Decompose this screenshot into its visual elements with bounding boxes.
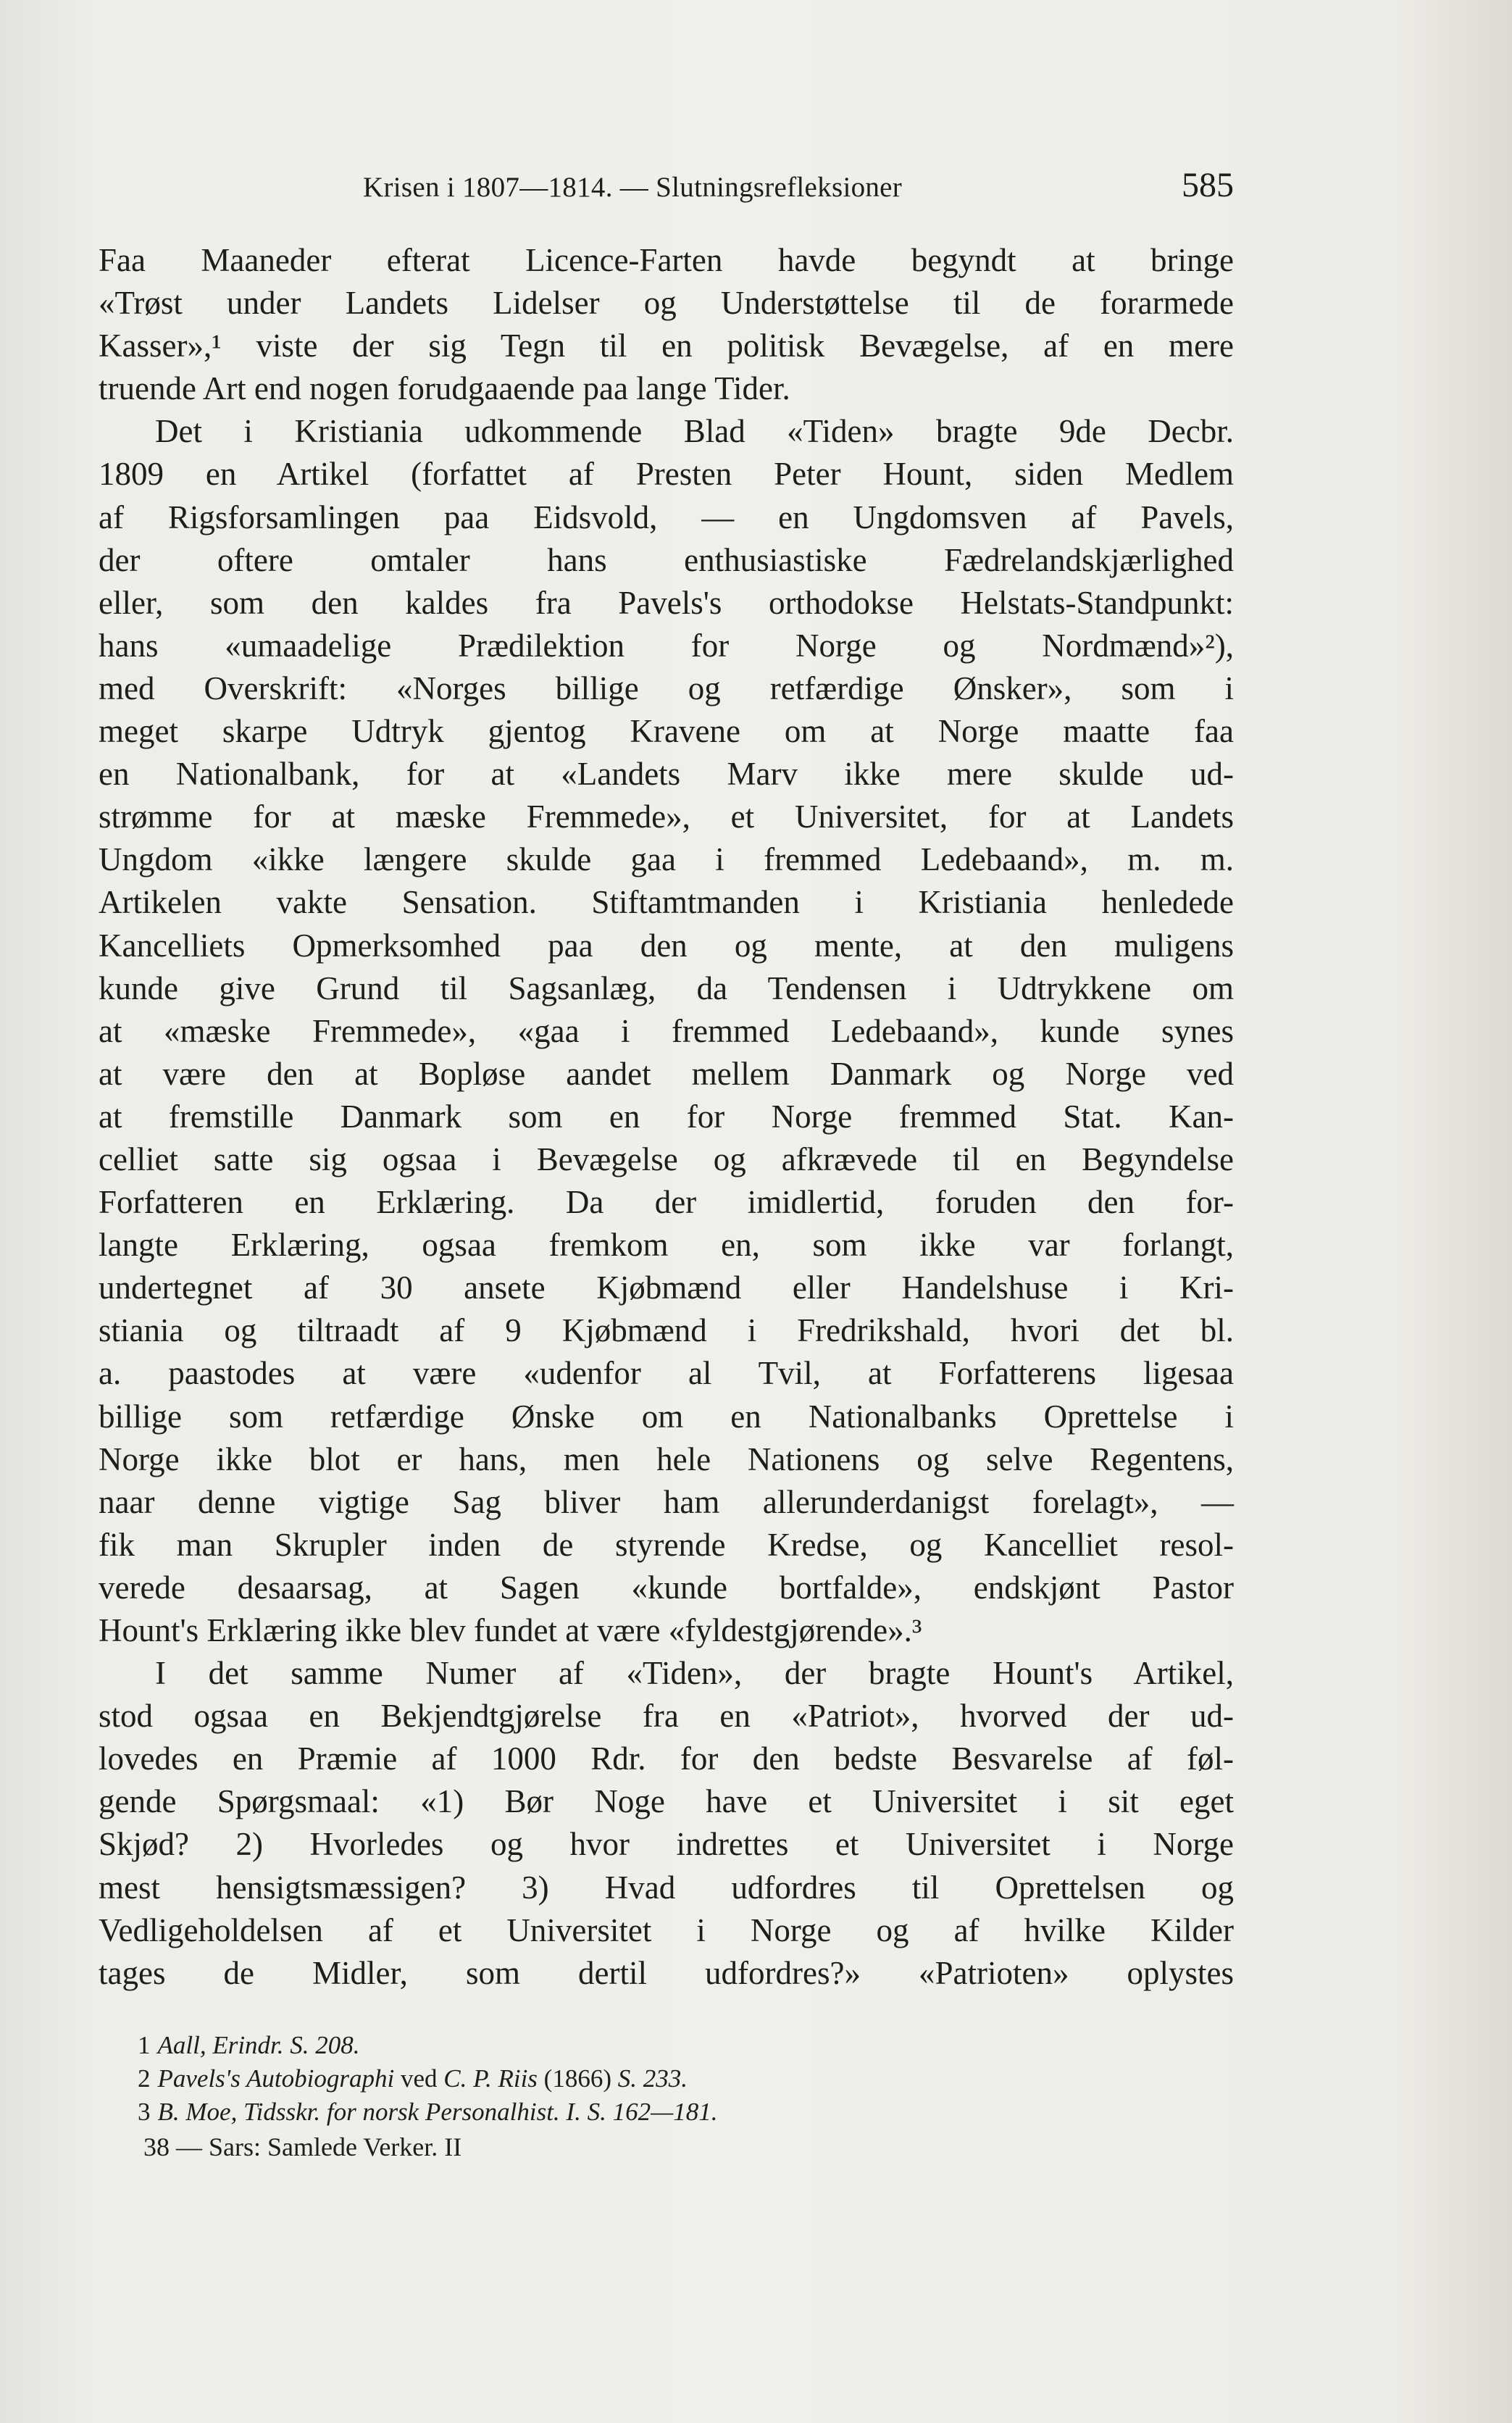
text-line: a. paastodes at være «udenfor al Tvil, at Forfatterens ligesaa xyxy=(99,1355,1234,1392)
footnotes xyxy=(138,2029,1224,2129)
text-line: af Rigsforsamlingen paa Eidsvold, — en Ungdomsven af Pavels, xyxy=(99,499,1234,535)
footnote-2 xyxy=(138,2062,1224,2095)
footnote-3 xyxy=(138,2095,1224,2129)
text-line: celliet satte sig ogsaa i Bevægelse og afkrævede til en Begyndelse xyxy=(99,1140,1234,1177)
printer-signature-mark: 38 — Sars: Samlede Verker. II xyxy=(143,2132,462,2161)
text-line: eller, som den kaldes fra Pavels's orthodokse Helstats-Standpunkt: xyxy=(99,584,1234,621)
text-line: strømme for at mæske Fremmede», et Universitet, for at Landets xyxy=(99,798,1234,835)
text-line: naar denne vigtige Sag bliver ham allerunderdanigst forelagt», — xyxy=(99,1483,1234,1520)
text-line: Kancelliets Opmerksomhed paa den og mente, at den muligens xyxy=(99,927,1234,964)
footnote-text: ved xyxy=(394,2064,444,2093)
text-line: truende Art end nogen forudgaaende paa lange Tider. xyxy=(99,370,790,407)
text-line: Det i Kristiania udkommende Blad «Tiden» bragte 9de Decbr. xyxy=(155,413,1234,450)
text-line: gende Spørgsmaal: «1) Bør Noge have et Universitet i sit eget xyxy=(99,1783,1234,1820)
footnote-number: 1 xyxy=(138,2031,151,2059)
text-line: at «mæske Fremmede», «gaa i fremmed Ledebaand», kunde synes xyxy=(99,1012,1234,1049)
text-line: hans «umaadelige Prædilektion for Norge og Nordmænd»²), xyxy=(99,627,1234,664)
footnote-text: B. Moe, Tidsskr. for norsk Personalhist. I. S. 162—181. xyxy=(157,2098,718,2126)
text-line: I det samme Numer af «Tiden», der bragte Hount's Artikel, xyxy=(155,1655,1234,1692)
page-number: 585 xyxy=(1182,166,1234,204)
text-line: meget skarpe Udtryk gjentog Kravene om at Norge maatte faa xyxy=(99,713,1234,750)
text-line: der oftere omtaler hans enthusiastiske Fædrelandskjærlighed xyxy=(99,541,1234,578)
text-line: billige som retfærdige Ønske om en Nationalbanks Oprettelse i xyxy=(99,1398,1234,1435)
text-line: med Overskrift: «Norges billige og retfærdige Ønsker», som i xyxy=(99,670,1234,706)
text-line: undertegnet af 30 ansete Kjøbmænd eller Handelshuse i Kri- xyxy=(99,1269,1234,1306)
footnote-text: C. P. Riis xyxy=(443,2064,538,2093)
text-line: «Trøst under Landets Lidelser og Understøttelse til de forarmede xyxy=(99,285,1234,322)
text-line: Skjød? 2) Hvorledes og hvor indrettes et Universitet i Norge xyxy=(99,1826,1234,1863)
text-line: kunde give Grund til Sagsanlæg, da Tendensen i Udtrykkene om xyxy=(99,969,1234,1006)
text-line: mest hensigtsmæssigen? 3) Hvad udfordres til Oprettelsen og xyxy=(99,1869,1234,1906)
text-line: at være den at Bopløse aandet mellem Danmark og Norge ved xyxy=(99,1055,1234,1092)
text-line: stiania og tiltraadt af 9 Kjøbmænd i Fredrikshald, hvori det bl. xyxy=(99,1312,1234,1349)
text-line: Norge ikke blot er hans, men hele Nationens og selve Regentens, xyxy=(99,1440,1234,1477)
text-line: lovedes en Præmie af 1000 Rdr. for den bedste Besvarelse af føl- xyxy=(99,1740,1234,1777)
footnote-text: (1866) xyxy=(537,2064,618,2093)
text-line: Hount's Erklæring ikke blev fundet at være «fyldestgjørende».³ xyxy=(99,1612,922,1648)
text-line: en Nationalbank, for at «Landets Marv ikke mere skulde ud- xyxy=(99,756,1234,793)
text-line: tages de Midler, som dertil udfordres?» «Patrioten» oplystes xyxy=(99,1954,1234,1991)
text-line: Kasser»,¹ viste der sig Tegn til en politisk Bevægelse, af en mere xyxy=(99,328,1234,364)
running-head: Krisen i 1807—1814. — Slutningsrefleksioner xyxy=(363,172,903,203)
page-header xyxy=(99,165,1234,216)
text-line: stod ogsaa en Bekjendtgjørelse fra en «Patriot», hvorved der ud- xyxy=(99,1698,1234,1735)
text-line: langte Erklæring, ogsaa fremkom en, som ikke var forlangt, xyxy=(99,1227,1234,1264)
footnote-number: 2 xyxy=(138,2064,151,2093)
footnote-text: S. 233. xyxy=(617,2064,688,2093)
text-line: Vedligeholdelsen af et Universitet i Norge og af hvilke Kilder xyxy=(99,1911,1234,1948)
text-line: Faa Maaneder efterat Licence-Farten havde begyndt at bringe xyxy=(99,242,1234,278)
text-line: Forfatteren en Erklæring. Da der imidlertid, foruden den for- xyxy=(99,1184,1234,1221)
text-line: fik man Skrupler inden de styrende Kredse, og Kancelliet resol- xyxy=(99,1526,1234,1563)
footnote-text: Aall, Erindr. S. 208. xyxy=(157,2031,360,2059)
text-line: verede desaarsag, at Sagen «kunde bortfalde», endskjønt Pastor xyxy=(99,1569,1234,1606)
footnote-1 xyxy=(138,2029,1224,2062)
text-line: Artikelen vakte Sensation. Stiftamtmanden i Kristiania henledede xyxy=(99,884,1234,921)
text-line: Ungdom «ikke længere skulde gaa i fremmed Ledebaand», m. m. xyxy=(99,841,1234,878)
footnote-number: 3 xyxy=(138,2098,151,2126)
footnote-text: Pavels's Autobiographi xyxy=(157,2064,395,2093)
text-line: 1809 en Artikel (forfattet af Presten Peter Hount, siden Medlem xyxy=(99,456,1234,493)
body-text xyxy=(99,239,1234,1995)
text-line: at fremstille Danmark som en for Norge fremmed Stat. Kan- xyxy=(99,1098,1234,1135)
